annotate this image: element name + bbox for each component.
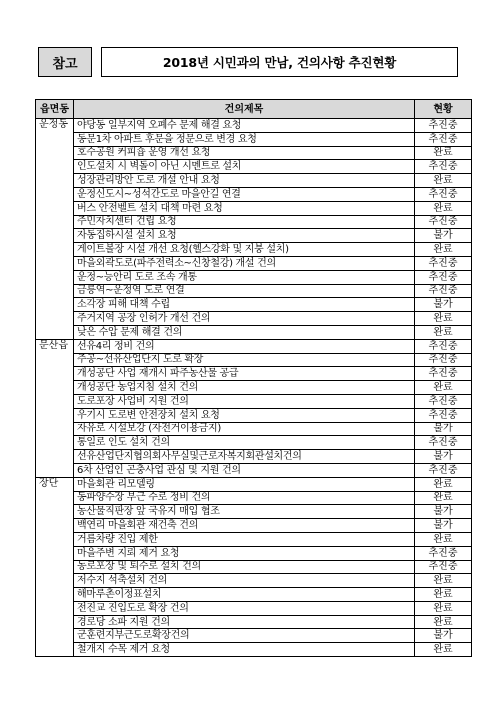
status-cell: 완료 <box>415 491 472 505</box>
table-row <box>36 546 472 560</box>
table-header-row <box>36 100 472 119</box>
table-row <box>36 339 472 353</box>
subject-cell: 동문1차 아파트 후문을 정문으로 변경 요청 <box>74 132 415 146</box>
status-cell: 추진중 <box>415 215 472 229</box>
status-cell: 추진중 <box>415 353 472 367</box>
status-cell: 추진중 <box>415 284 472 298</box>
header-status: 현황 <box>415 100 472 119</box>
subject-cell: 전진교 진입도로 확장 건의 <box>74 601 415 615</box>
subject-cell: 낮은 수압 문제 해결 건의 <box>74 325 415 339</box>
status-cell: 완료 <box>415 312 472 326</box>
table-row <box>36 298 472 312</box>
table-row <box>36 119 472 133</box>
subject-cell: 마을주변 지뢰 제거 요청 <box>74 546 415 560</box>
table-row <box>36 325 472 339</box>
status-cell: 완료 <box>415 325 472 339</box>
subject-cell: 군훈련지부근도로확장건의 <box>74 629 415 643</box>
subject-cell: 자동집하시설 설치 요청 <box>74 229 415 243</box>
status-cell: 추진중 <box>415 546 472 560</box>
status-cell: 완료 <box>415 477 472 491</box>
subject-cell: 백연리 마을회관 재건축 건의 <box>74 519 415 533</box>
subject-cell: 거름차량 진입 제한 <box>74 532 415 546</box>
subject-cell: 주공~선유산업단지 도로 확장 <box>74 353 415 367</box>
table-row <box>36 463 472 477</box>
subject-cell: 마을회관 리모델링 <box>74 477 415 491</box>
subject-cell: 개성공단 사업 재개시 파주농산물 공급 <box>74 367 415 381</box>
subject-cell: 소각장 피해 대책 수립 <box>74 298 415 312</box>
table-row <box>36 312 472 326</box>
status-cell: 추진중 <box>415 436 472 450</box>
subject-cell: 동파양수장 부근 수로 정비 건의 <box>74 491 415 505</box>
table-row <box>36 629 472 643</box>
table-row <box>36 588 472 602</box>
subject-cell: 마을외곽도로(파주전력소~신창철강) 개설 건의 <box>74 256 415 270</box>
status-cell: 불가 <box>415 229 472 243</box>
subject-cell: 야당동 일부지역 오폐수 문제 해결 요청 <box>74 119 415 133</box>
table-row <box>36 367 472 381</box>
table-row <box>36 408 472 422</box>
status-cell: 불가 <box>415 519 472 533</box>
table-row <box>36 270 472 284</box>
area-cell: 장단 <box>36 477 74 656</box>
subject-cell: 저수지 석축설치 건의 <box>74 574 415 588</box>
header-area: 읍면동 <box>36 100 74 119</box>
status-cell: 완료 <box>415 574 472 588</box>
status-cell: 완료 <box>415 381 472 395</box>
subject-cell: 주민자치센터 건립 요청 <box>74 215 415 229</box>
suggestion-status-table <box>35 99 472 657</box>
subject-cell: 우기시 도로변 안전장치 설치 요청 <box>74 408 415 422</box>
subject-cell: 금릉역~운정역 도로 연결 <box>74 284 415 298</box>
status-cell: 추진중 <box>415 463 472 477</box>
subject-cell: 개성공단 농업지침 설치 건의 <box>74 381 415 395</box>
table-row <box>36 229 472 243</box>
table-row <box>36 381 472 395</box>
table-body <box>36 119 472 657</box>
subject-cell: 주거지역 공장 인허가 개선 건의 <box>74 312 415 326</box>
table-row <box>36 215 472 229</box>
status-cell: 완료 <box>415 174 472 188</box>
status-cell: 불가 <box>415 505 472 519</box>
subject-cell: 게이트볼장 시설 개선 요청(헬스강화 및 지붕 설치) <box>74 243 415 257</box>
reference-tag: 참고 <box>38 47 92 77</box>
status-cell: 추진중 <box>415 339 472 353</box>
area-cell: 운정동 <box>36 119 74 340</box>
subject-cell: 호수공원 커피숍 운영 개선 요청 <box>74 146 415 160</box>
table-row <box>36 477 472 491</box>
status-cell: 추진중 <box>415 408 472 422</box>
subject-cell: 선유산업단지협의회사무실및근로자복지회관설치건의 <box>74 450 415 464</box>
status-cell: 추진중 <box>415 560 472 574</box>
header-subject: 건의제목 <box>74 100 415 119</box>
status-cell: 불가 <box>415 629 472 643</box>
table-row <box>36 132 472 146</box>
subject-cell: 농산물직판장 앞 국유지 매입 협조 <box>74 505 415 519</box>
table-row <box>36 643 472 657</box>
status-cell: 추진중 <box>415 187 472 201</box>
status-cell: 완료 <box>415 588 472 602</box>
document-header <box>38 47 458 77</box>
table-row <box>36 505 472 519</box>
status-cell: 완료 <box>415 201 472 215</box>
subject-cell: 농로포장 및 퇴수로 설치 건의 <box>74 560 415 574</box>
subject-cell: 성장관리방안 도로 개설 안내 요청 <box>74 174 415 188</box>
table-row <box>36 615 472 629</box>
status-cell: 추진중 <box>415 367 472 381</box>
subject-cell: 철개지 수목 제거 요청 <box>74 643 415 657</box>
subject-cell: 도로포장 사업비 지원 건의 <box>74 394 415 408</box>
table-row <box>36 601 472 615</box>
table-row <box>36 532 472 546</box>
table-row <box>36 174 472 188</box>
document-title: 2018년 시민과의 만남, 건의사항 추진현황 <box>101 47 458 77</box>
table-row <box>36 450 472 464</box>
table-row <box>36 519 472 533</box>
table-row <box>36 201 472 215</box>
subject-cell: 버스 안전벨트 설치 대책 마련 요청 <box>74 201 415 215</box>
status-cell: 불가 <box>415 422 472 436</box>
status-cell: 완료 <box>415 243 472 257</box>
table-row <box>36 574 472 588</box>
subject-cell: 경로당 소파 지원 건의 <box>74 615 415 629</box>
status-cell: 불가 <box>415 450 472 464</box>
status-cell: 완료 <box>415 146 472 160</box>
subject-cell: 자유로 시설보강 (자전거이용금지) <box>74 422 415 436</box>
subject-cell: 인도설치 시 벽돌이 아닌 시멘트로 설치 <box>74 160 415 174</box>
subject-cell: 운정신도시~성석간도로 마을안길 연결 <box>74 187 415 201</box>
table-row <box>36 146 472 160</box>
status-cell: 완료 <box>415 615 472 629</box>
table-row <box>36 256 472 270</box>
status-cell: 추진중 <box>415 394 472 408</box>
area-cell: 문산읍 <box>36 339 74 477</box>
table-row <box>36 187 472 201</box>
table-row <box>36 160 472 174</box>
table-row <box>36 353 472 367</box>
table-row <box>36 394 472 408</box>
table-row <box>36 243 472 257</box>
status-cell: 완료 <box>415 643 472 657</box>
table-row <box>36 284 472 298</box>
subject-cell: 해마루촌이정표설치 <box>74 588 415 602</box>
table-row <box>36 422 472 436</box>
status-cell: 추진중 <box>415 256 472 270</box>
table-row <box>36 436 472 450</box>
status-cell: 추진중 <box>415 119 472 133</box>
status-cell: 완료 <box>415 532 472 546</box>
table-row <box>36 491 472 505</box>
subject-cell: 6차 산업인 곤충사업 관심 및 지원 건의 <box>74 463 415 477</box>
status-cell: 완료 <box>415 601 472 615</box>
subject-cell: 통일로 인도 설치 건의 <box>74 436 415 450</box>
status-cell: 추진중 <box>415 160 472 174</box>
table-row <box>36 560 472 574</box>
status-cell: 불가 <box>415 298 472 312</box>
status-cell: 추진중 <box>415 132 472 146</box>
subject-cell: 선유4리 정비 건의 <box>74 339 415 353</box>
subject-cell: 운정~능안리 도로 조속 개통 <box>74 270 415 284</box>
status-cell: 추진중 <box>415 270 472 284</box>
